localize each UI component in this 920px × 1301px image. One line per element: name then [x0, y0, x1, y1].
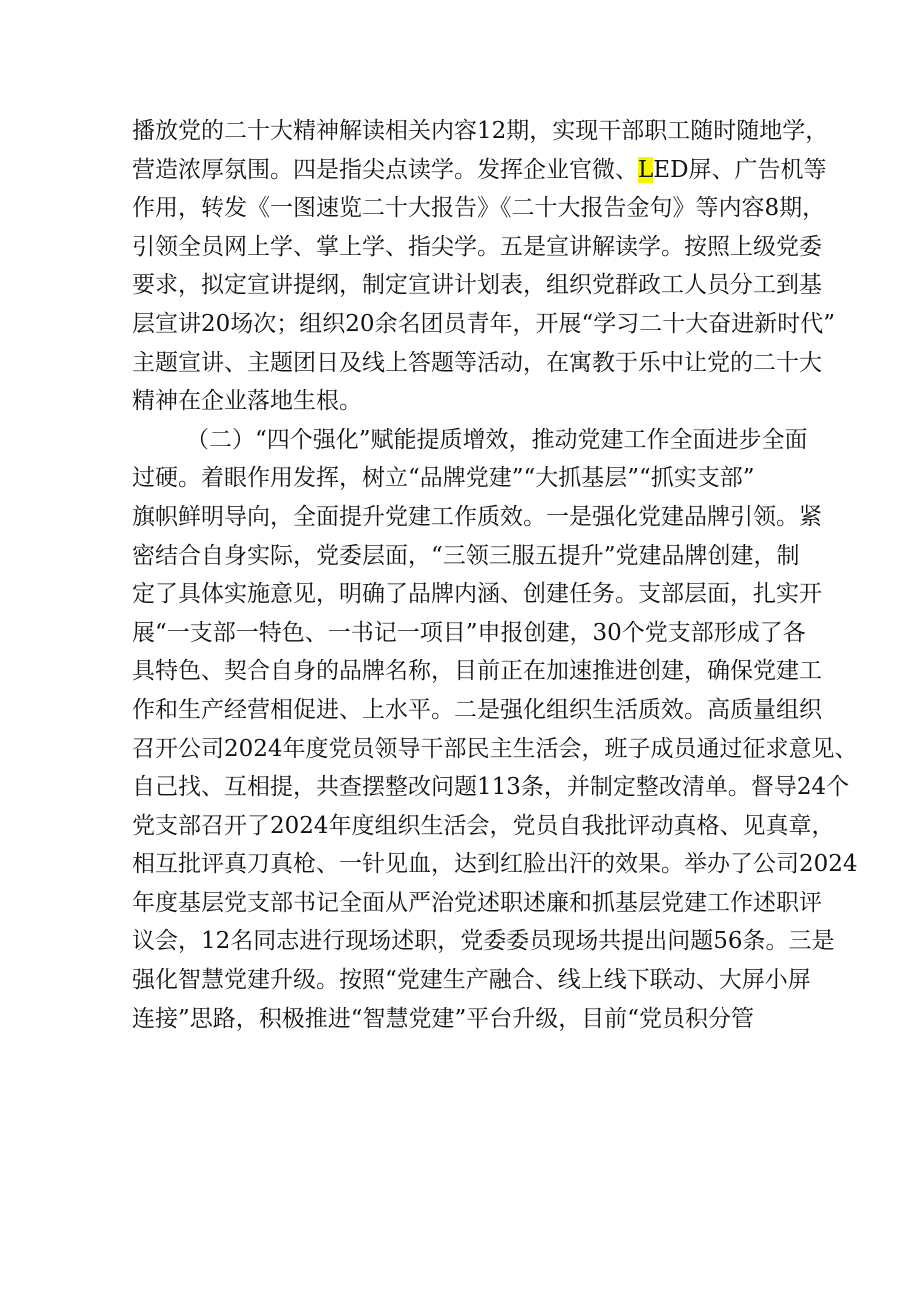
text-line: 自己找、互相提，共查摆整改问题113条，并制定整改清单。督导24个: [132, 774, 850, 801]
text-line: 密结合自身实际，党委层面，“三领三服五提升”党建品牌创建，制: [132, 542, 800, 569]
text-line: 作用，转发《一图速览二十大报告》《二十大报告金句》等内容8期，: [132, 195, 826, 222]
text-line: 层宣讲20场次；组织20余名团员青年，开展“学习二十大奋进新时代”: [132, 310, 836, 337]
text-line: 召开公司2024年度党员领导干部民主生活会，班子成员通过征求意见、: [132, 735, 858, 762]
text-line: 精神在企业落地生根。: [132, 388, 362, 415]
text-line: 党支部召开了2024年度组织生活会，党员自我批评动真格、见真章，: [132, 812, 835, 839]
text-line: 议会，12名同志进行现场述职，党委委员现场共提出问题56条。三是: [132, 928, 835, 955]
text-line: 强化智慧党建升级。按照“党建生产融合、线上线下联动、大屏小屏: [132, 967, 811, 994]
text-line: 相互批评真刀真枪、一针见血，达到红脸出汗的效果。举办了公司2024: [132, 851, 858, 878]
text-segment: ED屏、广告机等: [653, 156, 827, 183]
text-line: 引领全员网上学、掌上学、指尖学。五是宣讲解读学。按照上级党委: [132, 233, 822, 260]
text-line: 旗帜鲜明导向，全面提升党建工作质效。一是强化党建品牌引领。紧: [132, 503, 822, 530]
text-line: 连接”思路，积极推进“智慧党建”平台升级，目前“党员积分管: [132, 1005, 755, 1032]
text-line: 具特色、契合自身的品牌名称，目前正在加速推进创建，确保党建工: [132, 658, 822, 685]
text-line: 主题宣讲、主题团日及线上答题等活动，在寓教于乐中让党的二十大: [132, 349, 822, 376]
text-line: 年度基层党支部书记全面从严治党述职述廉和抓基层党建工作述职评: [132, 889, 822, 916]
text-line: 要求，拟定宣讲提纲，制定宣讲计划表，组织党群政工人员分工到基: [132, 272, 822, 299]
text-line: [132, 151, 827, 190]
highlighted-text: L: [638, 156, 654, 183]
body-text: [132, 112, 858, 1038]
text-line: 播放党的二十大精神解读相关内容12期，实现干部职工随时随地学，: [132, 118, 829, 144]
text-line: 过硬。着眼作用发挥，树立“品牌党建”“大抓基层”“抓实支部”: [132, 465, 755, 492]
text-line: 作和生产经营相促进、上水平。二是强化组织生活质效。高质量组织: [132, 696, 822, 723]
text-line: 定了具体实施意见，明确了品牌内涵、创建任务。支部层面，扎实开: [132, 581, 822, 608]
text-segment: 营造浓厚氛围。四是指尖点读学。发挥企业官微、: [132, 156, 638, 183]
section-heading-line: （二）“四个强化”赋能提质增效，推动党建工作全面进步全面: [186, 426, 808, 453]
text-line: 展“一支部一特色、一书记一项目”申报创建，30个党支部形成了各: [132, 619, 806, 646]
